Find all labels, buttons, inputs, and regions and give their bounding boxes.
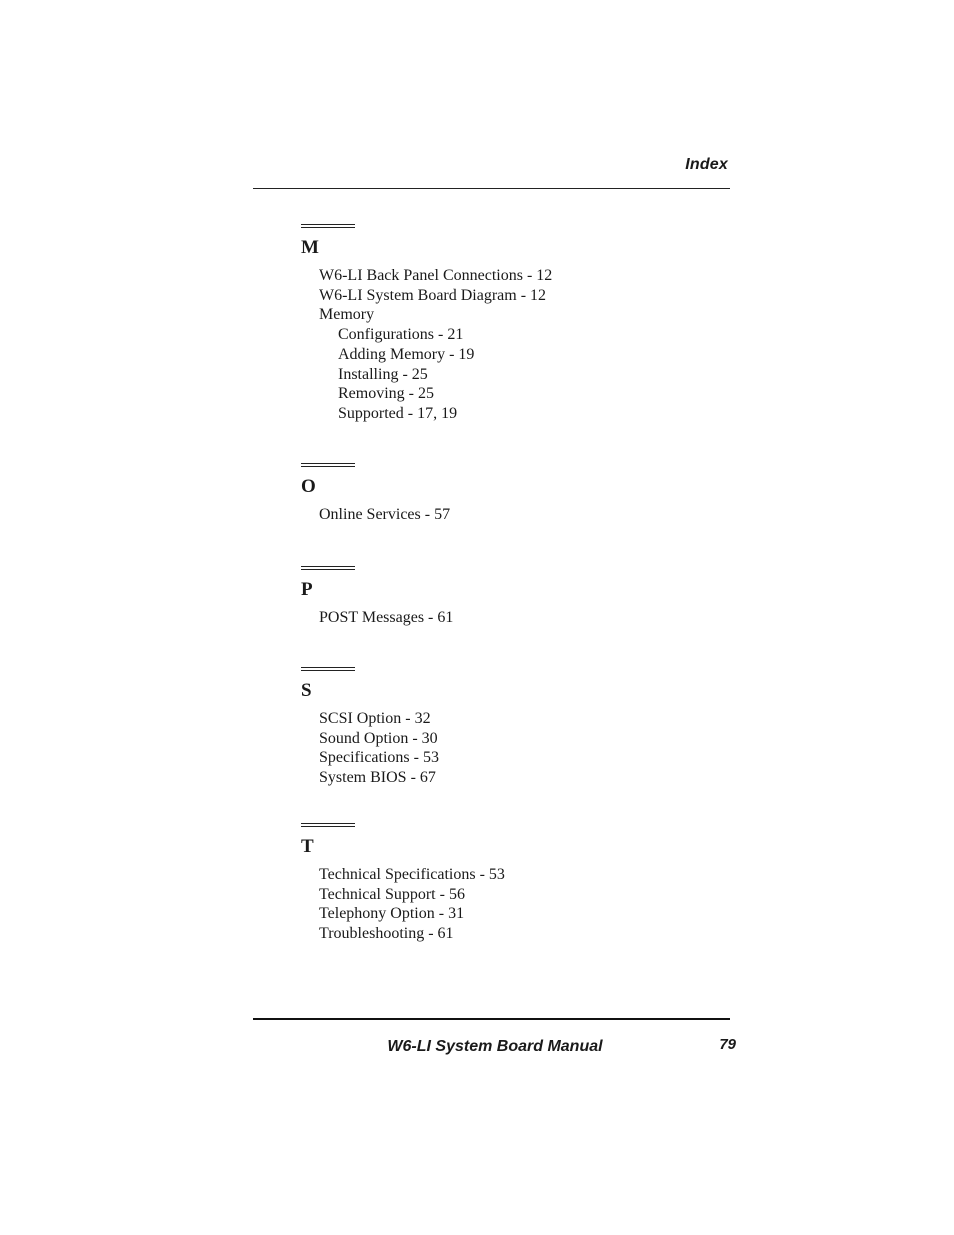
section-rule [301, 823, 355, 827]
section-letter: S [301, 680, 312, 701]
index-entry: Technical Specifications - 53 [319, 866, 505, 883]
index-entry: Specifications - 53 [319, 749, 439, 767]
index-entry: Memory [319, 306, 375, 324]
index-section-o [301, 463, 450, 525]
index-entry-list [301, 608, 453, 628]
section-rule [301, 667, 355, 671]
index-section-m [301, 224, 552, 424]
index-section-s [301, 667, 439, 788]
index-entry-list [301, 865, 505, 944]
footer-manual-title: W6-LI System Board Manual [387, 1038, 603, 1055]
index-entry: Sound Option - 30 [319, 729, 438, 747]
index-entry: W6-LI System Board Diagram - 12 [319, 286, 547, 304]
index-entry: System BIOS - 67 [319, 769, 436, 787]
index-subentry: Adding Memory - 19 [338, 345, 475, 363]
index-subentry: Installing - 25 [338, 365, 428, 383]
index-entry: Troubleshooting - 61 [319, 925, 454, 943]
footer-divider [253, 1018, 730, 1020]
index-subentry: Supported - 17, 19 [338, 404, 458, 422]
section-letter: P [301, 579, 313, 600]
running-header-title: Index [685, 156, 728, 173]
index-section-t [301, 823, 505, 944]
header-divider [253, 188, 730, 189]
section-rule [301, 566, 355, 570]
index-entry: Online Services - 57 [319, 506, 451, 523]
index-section-p [301, 566, 453, 628]
section-letter: M [301, 237, 319, 258]
index-entry-list [301, 505, 450, 525]
index-entry: Telephony Option - 31 [319, 905, 465, 923]
page-number: 79 [719, 1036, 736, 1053]
section-rule [301, 463, 355, 467]
index-entry: SCSI Option - 32 [319, 710, 431, 727]
section-rule [301, 224, 355, 228]
index-subentry: Removing - 25 [338, 385, 434, 403]
section-letter: O [301, 476, 316, 497]
index-entry: Technical Support - 56 [319, 885, 465, 903]
index-entry-list [301, 709, 439, 788]
index-entry-list [301, 266, 552, 424]
index-entry: POST Messages - 61 [319, 609, 454, 626]
index-subentry: Configurations - 21 [338, 326, 464, 344]
section-letter: T [301, 836, 314, 857]
index-entry: W6-LI Back Panel Connections - 12 [319, 267, 553, 284]
